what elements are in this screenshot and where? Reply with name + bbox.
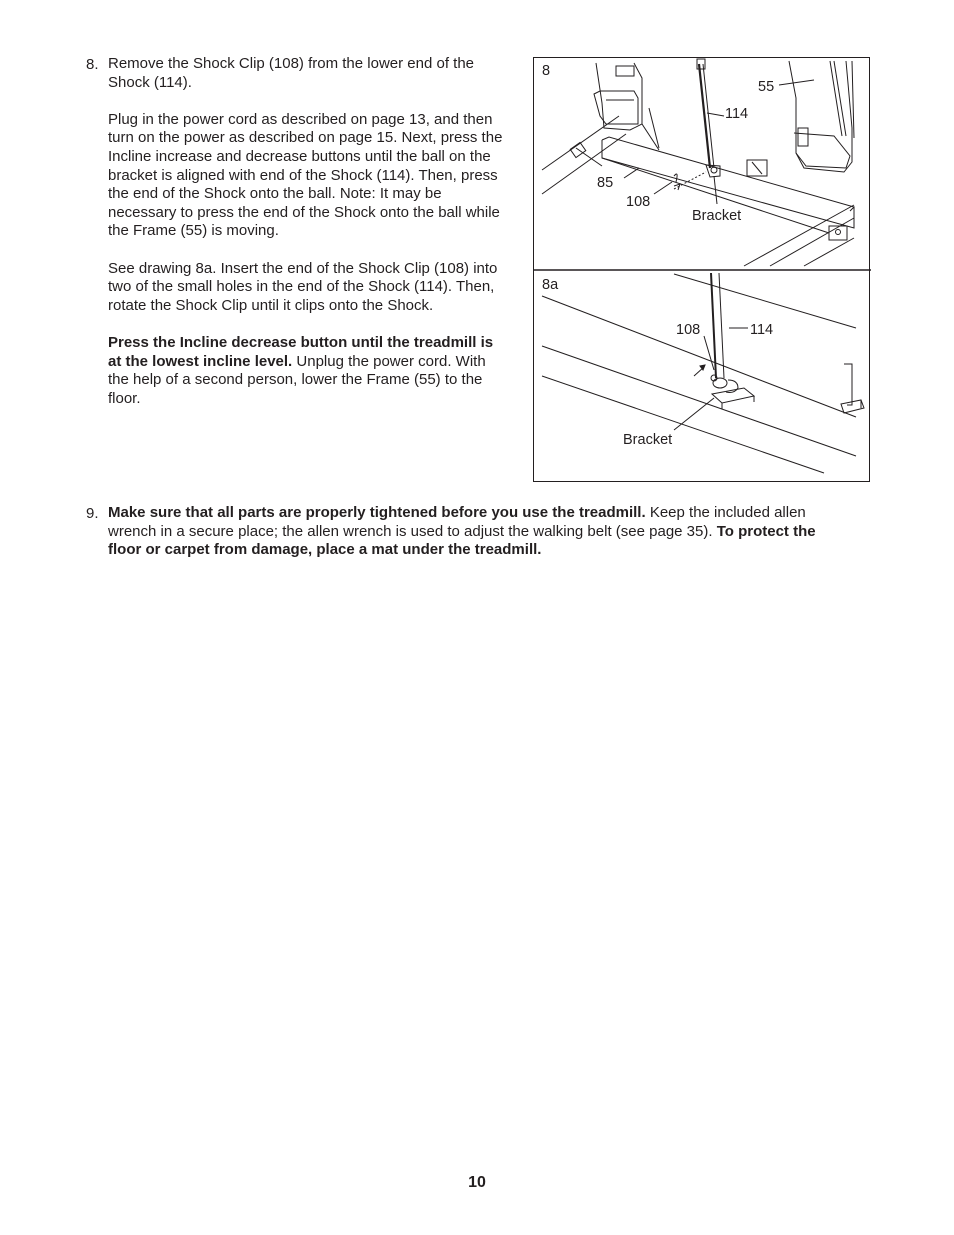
assembly-figure bbox=[533, 57, 870, 482]
step-9-tighten-warning: Make sure that all parts are properly tightened before you use the treadmill. bbox=[108, 504, 646, 521]
callout-bracket-bottom: Bracket bbox=[623, 432, 673, 448]
assembly-drawing bbox=[534, 58, 871, 483]
callout-114-top: 114 bbox=[725, 106, 749, 122]
callout-108-top: 108 bbox=[626, 194, 651, 210]
callout-114-bottom: 114 bbox=[750, 322, 774, 338]
step-8-number: 8. bbox=[86, 56, 99, 73]
step-8-paragraph-2: Plug in the power cord as described on page 13, and then turn on the power as described on page 15. Next, press the Incline increase and decrease buttons until the ball on the bracket is aligned with end of the Shock (114). Then, press the end of the Shock onto the ball. Note: It may be necessary to press the end of the Shock onto the ball while the Frame (55) is moving. bbox=[108, 110, 503, 240]
step-8-paragraph-3: See drawing 8a. Insert the end of the Shock Clip (108) into two of the small holes in the end of the Shock (114). Then, rotate the Shock Clip until it clips onto the Shock. bbox=[108, 259, 498, 314]
callout-55: 55 bbox=[758, 79, 775, 95]
step-8-incline-warning: Press the Incline decrease button until the treadmill is at the lowest incline level. bbox=[108, 333, 494, 370]
callout-85: 85 bbox=[597, 175, 614, 191]
page-number: 10 bbox=[468, 1174, 486, 1191]
step-8-paragraph-4-rest: Unplug the power cord. With the help of a second person, lower the Frame (55) to the floor. bbox=[108, 352, 486, 407]
step-9-number: 9. bbox=[86, 505, 99, 522]
step-8-paragraph-1: Remove the Shock Clip (108) from the lower end of the Shock (114). bbox=[108, 55, 475, 91]
step-8-text bbox=[108, 55, 508, 408]
step-9-text bbox=[108, 504, 852, 560]
step-9-mat-warning: To protect the floor or carpet from damage, place a mat under the treadmill. bbox=[108, 522, 816, 559]
step-8-paragraph-4 bbox=[108, 334, 508, 408]
drawing-8 bbox=[542, 59, 854, 266]
step-9-wrench-note: Keep the included allen wrench in a secure place; the allen wrench is used to adjust the walking belt (see page 35). bbox=[108, 504, 806, 540]
step-9-paragraph bbox=[108, 504, 852, 560]
callout-bracket-top: Bracket bbox=[692, 208, 742, 224]
drawing-8a-id: 8a bbox=[542, 277, 559, 293]
drawing-8a bbox=[542, 273, 864, 473]
callout-108-bottom: 108 bbox=[676, 322, 701, 338]
drawing-8-id: 8 bbox=[542, 63, 551, 79]
